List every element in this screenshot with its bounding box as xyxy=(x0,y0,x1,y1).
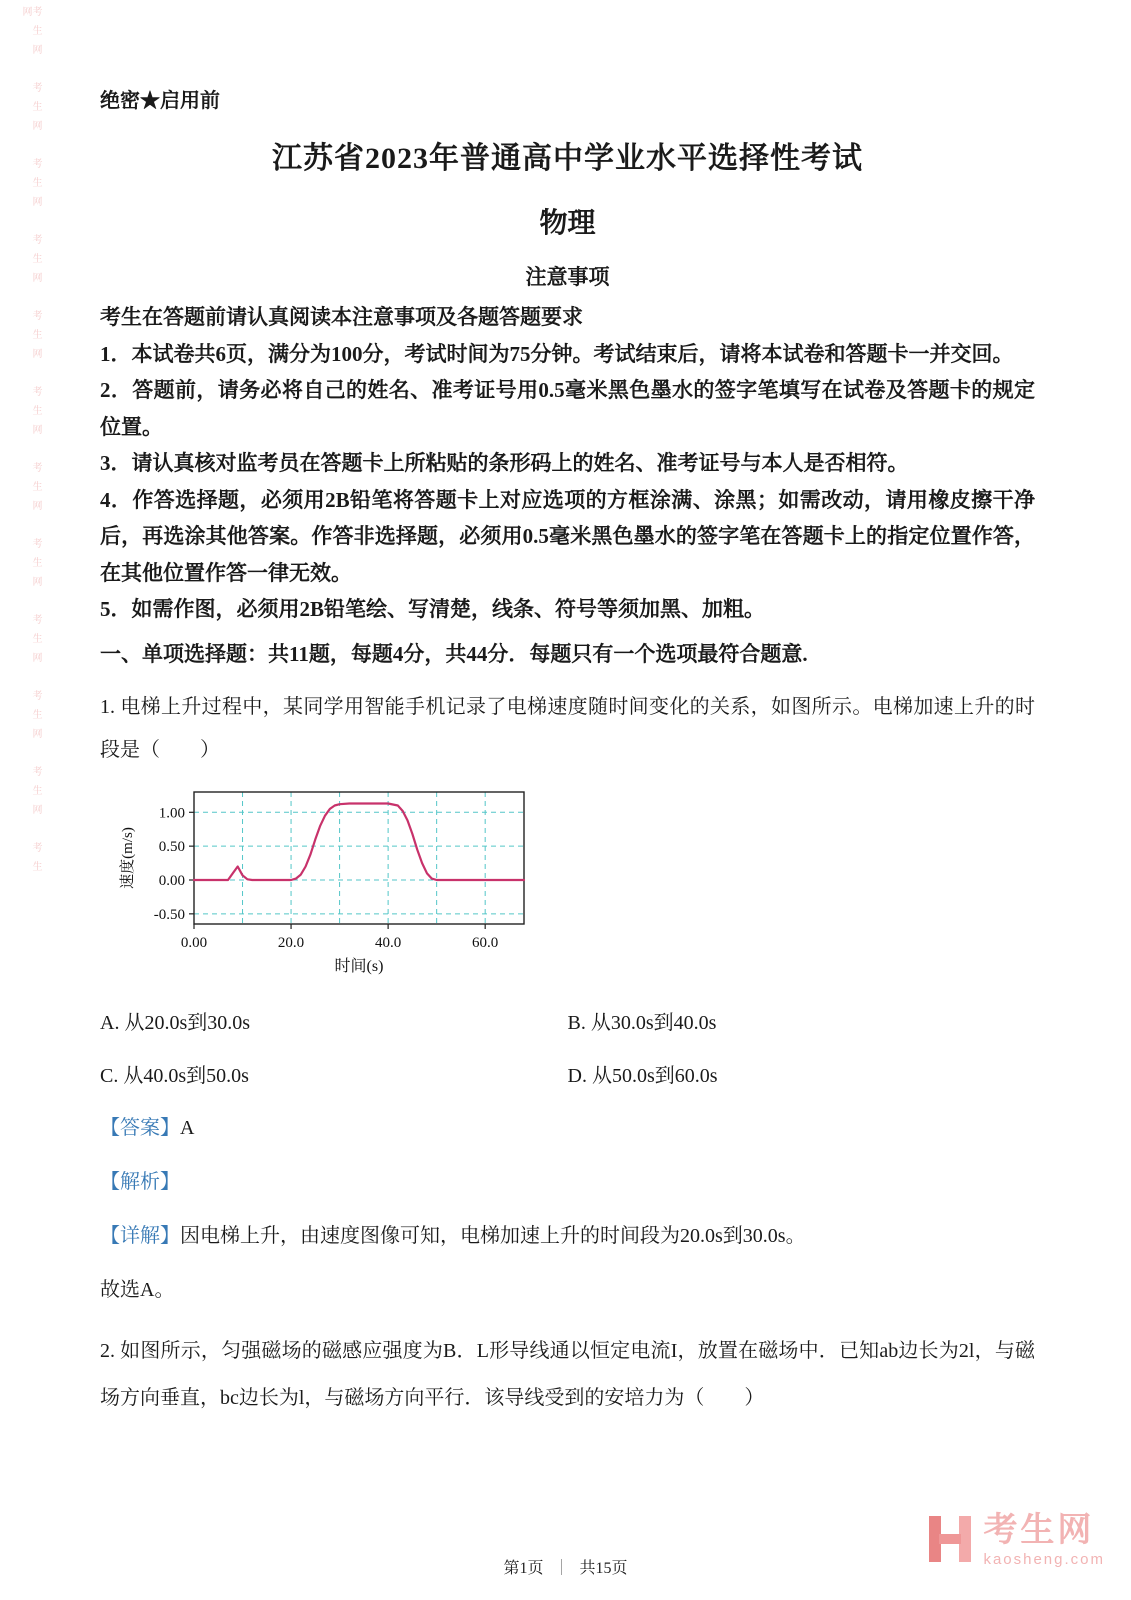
notice-intro: 考生在答题前请认真阅读本注意事项及各题答题要求 xyxy=(100,305,583,329)
options-row-1 xyxy=(100,1006,1035,1035)
notice-item-5: 5．如需作图，必须用2B铅笔绘、写清楚，线条、符号等须加黑、加粗。 xyxy=(100,597,766,622)
analysis-label: 【解析】 xyxy=(100,1171,180,1194)
option-b: B. 从30.0s到40.0s xyxy=(567,1012,717,1035)
notice-item-3: 3．请认真核对监考员在答题卡上所粘贴的条形码上的姓名、准考证号与本人是否相符。 xyxy=(100,451,909,476)
svg-text:-0.50: -0.50 xyxy=(153,907,185,924)
subject-title: 物理 xyxy=(539,208,596,239)
svg-text:0.00: 0.00 xyxy=(180,935,208,952)
option-c: C. 从40.0s到50.0s xyxy=(100,1065,249,1088)
velocity-chart-svg xyxy=(116,782,546,982)
svg-text:0.50: 0.50 xyxy=(158,839,185,856)
kaosheng-logo-icon xyxy=(927,1516,973,1562)
svg-text:1.00: 1.00 xyxy=(158,805,185,822)
footer-page-total: 共15页 xyxy=(579,1560,628,1577)
notice-item-2: 2．答题前，请务必将自己的姓名、准考证号用0.5毫米黑色墨水的签字笔填写在试卷及答题卡的规定位置。 xyxy=(100,378,1035,439)
footer-page-current: 第1页 xyxy=(503,1560,544,1577)
left-edge-watermark: 考生网 考生网 考生网 考生网 考生网 考生网 考生网 考生网 考生网 考生网 考生网 考生网 xyxy=(20,6,41,880)
exam-page xyxy=(100,84,1035,1422)
watermark-site-domain: kaosheng.com xyxy=(983,1551,1105,1568)
exam-title: 江苏省2023年普通高中学业水平选择性考试 xyxy=(272,142,863,175)
watermark-site-name: 考生网 xyxy=(983,1511,1095,1549)
question-2-stem: 2. 如图所示，匀强磁场的磁感应强度为B．L形导线通以恒定电流I，放置在磁场中．已知ab边长为2l，与磁场方向垂直，bc边长为l，与磁场方向平行．该导线受到的安培力为（ ） xyxy=(100,1340,1035,1410)
option-d: D. 从50.0s到60.0s xyxy=(567,1065,718,1088)
logo-bar-cross xyxy=(939,1534,961,1544)
detail-line xyxy=(100,1222,1035,1250)
detail-label: 【详解】 xyxy=(100,1225,180,1248)
svg-text:0.00: 0.00 xyxy=(158,873,185,890)
svg-text:20.0: 20.0 xyxy=(277,935,305,952)
svg-text:40.0: 40.0 xyxy=(374,935,402,952)
conclusion-line: 故选A。 xyxy=(100,1279,175,1302)
notice-item-4: 4．作答选择题，必须用2B铅笔将答题卡上对应选项的方框涂满、涂黑；如需改动，请用橡皮擦干净后，再选涂其他答案。作答非选择题，必须用0.5毫米黑色墨水的签字笔在答题卡上的指定位置作答，在其他位置作答一律无效。 xyxy=(100,487,1035,585)
svg-text:60.0: 60.0 xyxy=(472,935,499,952)
question-1-stem: 1. 电梯上升过程中，某同学用智能手机记录了电梯速度随时间变化的关系，如图所示。电梯加速上升的时段是（ ） xyxy=(100,696,1035,762)
options-row-2 xyxy=(100,1059,1035,1088)
velocity-time-chart xyxy=(116,782,1035,982)
answer-line xyxy=(100,1114,1035,1142)
detail-text: 因电梯上升，由速度图像可知，电梯加速上升的时间段为20.0s到30.0s。 xyxy=(180,1225,806,1248)
site-watermark xyxy=(927,1512,1105,1568)
option-a: A. 从20.0s到30.0s xyxy=(100,1012,251,1035)
notice-item-1: 1．本试卷共6页，满分为100分，考试时间为75分钟。考试结束后，请将本试卷和答题卡一并交回。 xyxy=(100,341,1014,366)
question-1-options xyxy=(100,1006,1035,1088)
notice-title: 注意事项 xyxy=(525,265,610,289)
analysis-line xyxy=(100,1168,1035,1196)
answer-value: A xyxy=(180,1117,195,1140)
security-classification: 绝密★启用前 xyxy=(100,90,220,112)
notice-section xyxy=(100,299,1035,628)
svg-text:时间(s): 时间(s) xyxy=(334,958,384,976)
site-watermark-text xyxy=(983,1512,1105,1568)
svg-text:速度(m/s): 速度(m/s) xyxy=(120,827,136,890)
section-title: 一、单项选择题：共11题，每题4分，共44分．每题只有一个选项最符合题意. xyxy=(100,641,808,666)
footer-separator: ｜ xyxy=(553,1560,570,1577)
answer-label: 【答案】 xyxy=(100,1117,180,1140)
